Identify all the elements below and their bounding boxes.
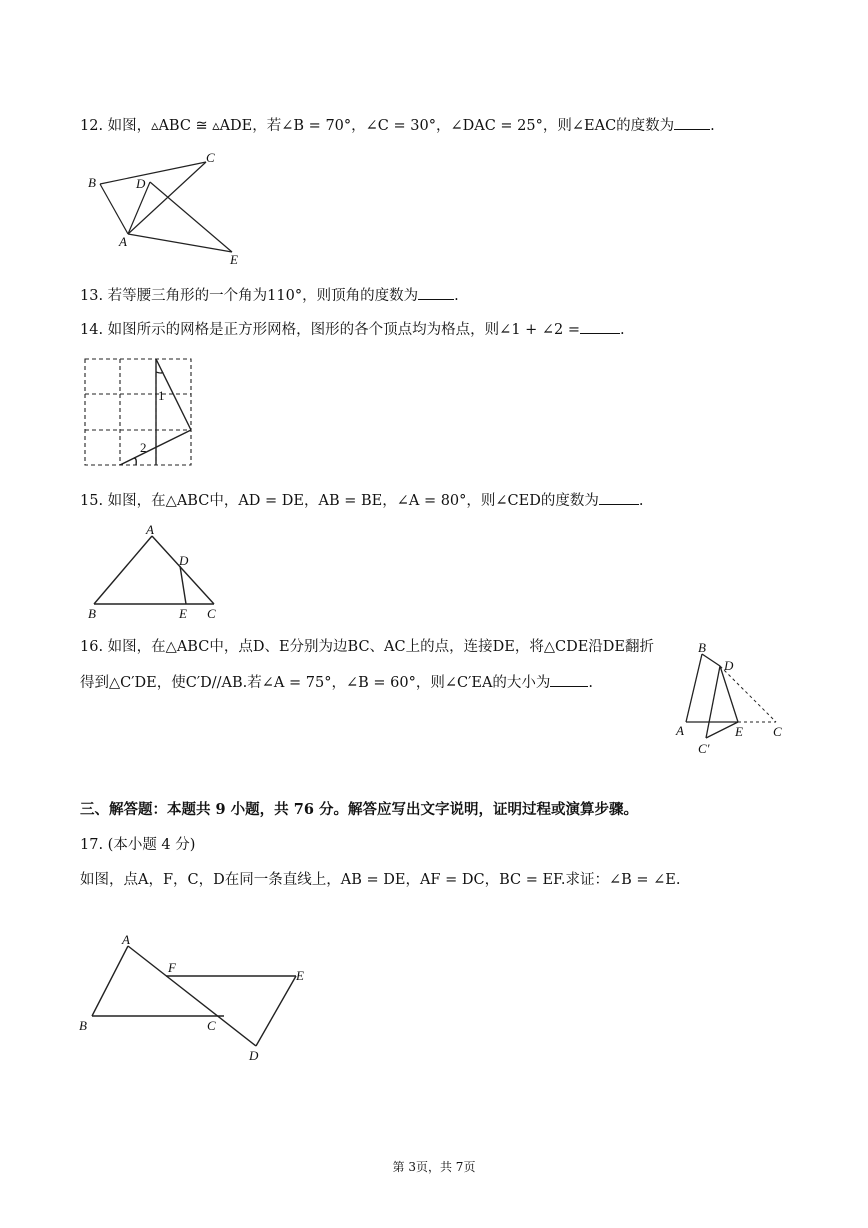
- question-16-line2: [80, 671, 593, 693]
- label-d: D: [249, 1048, 259, 1063]
- question-12: [80, 114, 715, 136]
- figure-q15: [86, 520, 236, 625]
- answer-blank: [550, 671, 588, 687]
- question-text: 得到△C′DE，使C′D//AB.若∠A = 75°，∠B = 60°，则∠C′EA的大小为: [80, 675, 551, 691]
- label-e: E: [179, 606, 187, 621]
- figure-q12: [82, 146, 252, 271]
- figure-q17: [74, 930, 314, 1070]
- page-footer: 第 3页，共 7页: [392, 1160, 476, 1174]
- label-c: C: [206, 150, 215, 165]
- question-17-header: 17. (本小题 4 分): [80, 837, 196, 853]
- answer-blank: [674, 114, 710, 130]
- label-b: B: [88, 175, 96, 190]
- question-number: 16.: [80, 639, 104, 655]
- label-b: B: [79, 1018, 87, 1033]
- figure-q14-grid: [84, 358, 196, 470]
- label-d: D: [724, 658, 734, 673]
- label-a: A: [122, 932, 130, 947]
- question-text: 如图，▵ABC ≅ ▵ADE，若∠B = 70°，∠C = 30°，∠DAC = 25°，则∠EAC的度数为: [107, 118, 675, 134]
- question-text: 若等腰三角形的一个角为110°，则顶角的度数为: [107, 288, 419, 304]
- label-e: E: [296, 968, 304, 983]
- question-end: .: [454, 288, 459, 304]
- label-d: D: [179, 553, 189, 568]
- label-a: A: [119, 234, 127, 249]
- question-15: [80, 489, 643, 511]
- question-end: .: [588, 675, 594, 691]
- answer-blank: [599, 489, 639, 505]
- angle-label-2: 2: [140, 440, 147, 455]
- question-text: 如图，在△ABC中，AD = DE，AB = BE，∠A = 80°，则∠CED的度数为: [107, 493, 599, 509]
- label-a: A: [146, 522, 154, 537]
- question-end: .: [638, 493, 644, 509]
- label-b: B: [88, 606, 96, 621]
- label-f: F: [168, 960, 176, 975]
- question-14: [80, 318, 625, 340]
- label-a: A: [676, 723, 684, 738]
- question-13: [80, 284, 459, 306]
- question-end: .: [710, 118, 715, 134]
- question-number: 14.: [80, 322, 104, 338]
- figure-q16: [672, 636, 792, 761]
- answer-blank: [418, 284, 454, 300]
- question-number: 12.: [80, 118, 104, 134]
- label-e: E: [735, 724, 743, 739]
- label-b: B: [698, 640, 706, 655]
- label-c: C: [773, 724, 782, 739]
- question-number: 13.: [80, 288, 104, 304]
- question-16-line1: [80, 637, 654, 657]
- question-number: 15.: [80, 493, 104, 509]
- label-e: E: [230, 252, 238, 267]
- question-text: 如图所示的网格是正方形网格，图形的各个顶点均为格点，则∠1 + ∠2 =: [107, 322, 581, 338]
- angle-label-1: 1: [158, 388, 165, 403]
- question-17-text: 如图，点A，F，C，D在同一条直线上，AB = DE，AF = DC，BC = EF.求证：∠B = ∠E.: [80, 872, 681, 888]
- section-heading: 三、解答题：本题共 9 小题，共 76 分。解答应写出文字说明，证明过程或演算步骤。: [80, 801, 638, 818]
- answer-blank: [580, 318, 620, 334]
- label-c: C: [207, 606, 216, 621]
- question-end: .: [620, 322, 625, 338]
- label-c-prime: C′: [698, 741, 710, 756]
- label-c: C: [207, 1018, 216, 1033]
- label-d: D: [136, 176, 146, 191]
- question-text: 如图，在△ABC中，点D、E分别为边BC、AC上的点，连接DE，将△CDE沿DE翻折: [107, 639, 654, 655]
